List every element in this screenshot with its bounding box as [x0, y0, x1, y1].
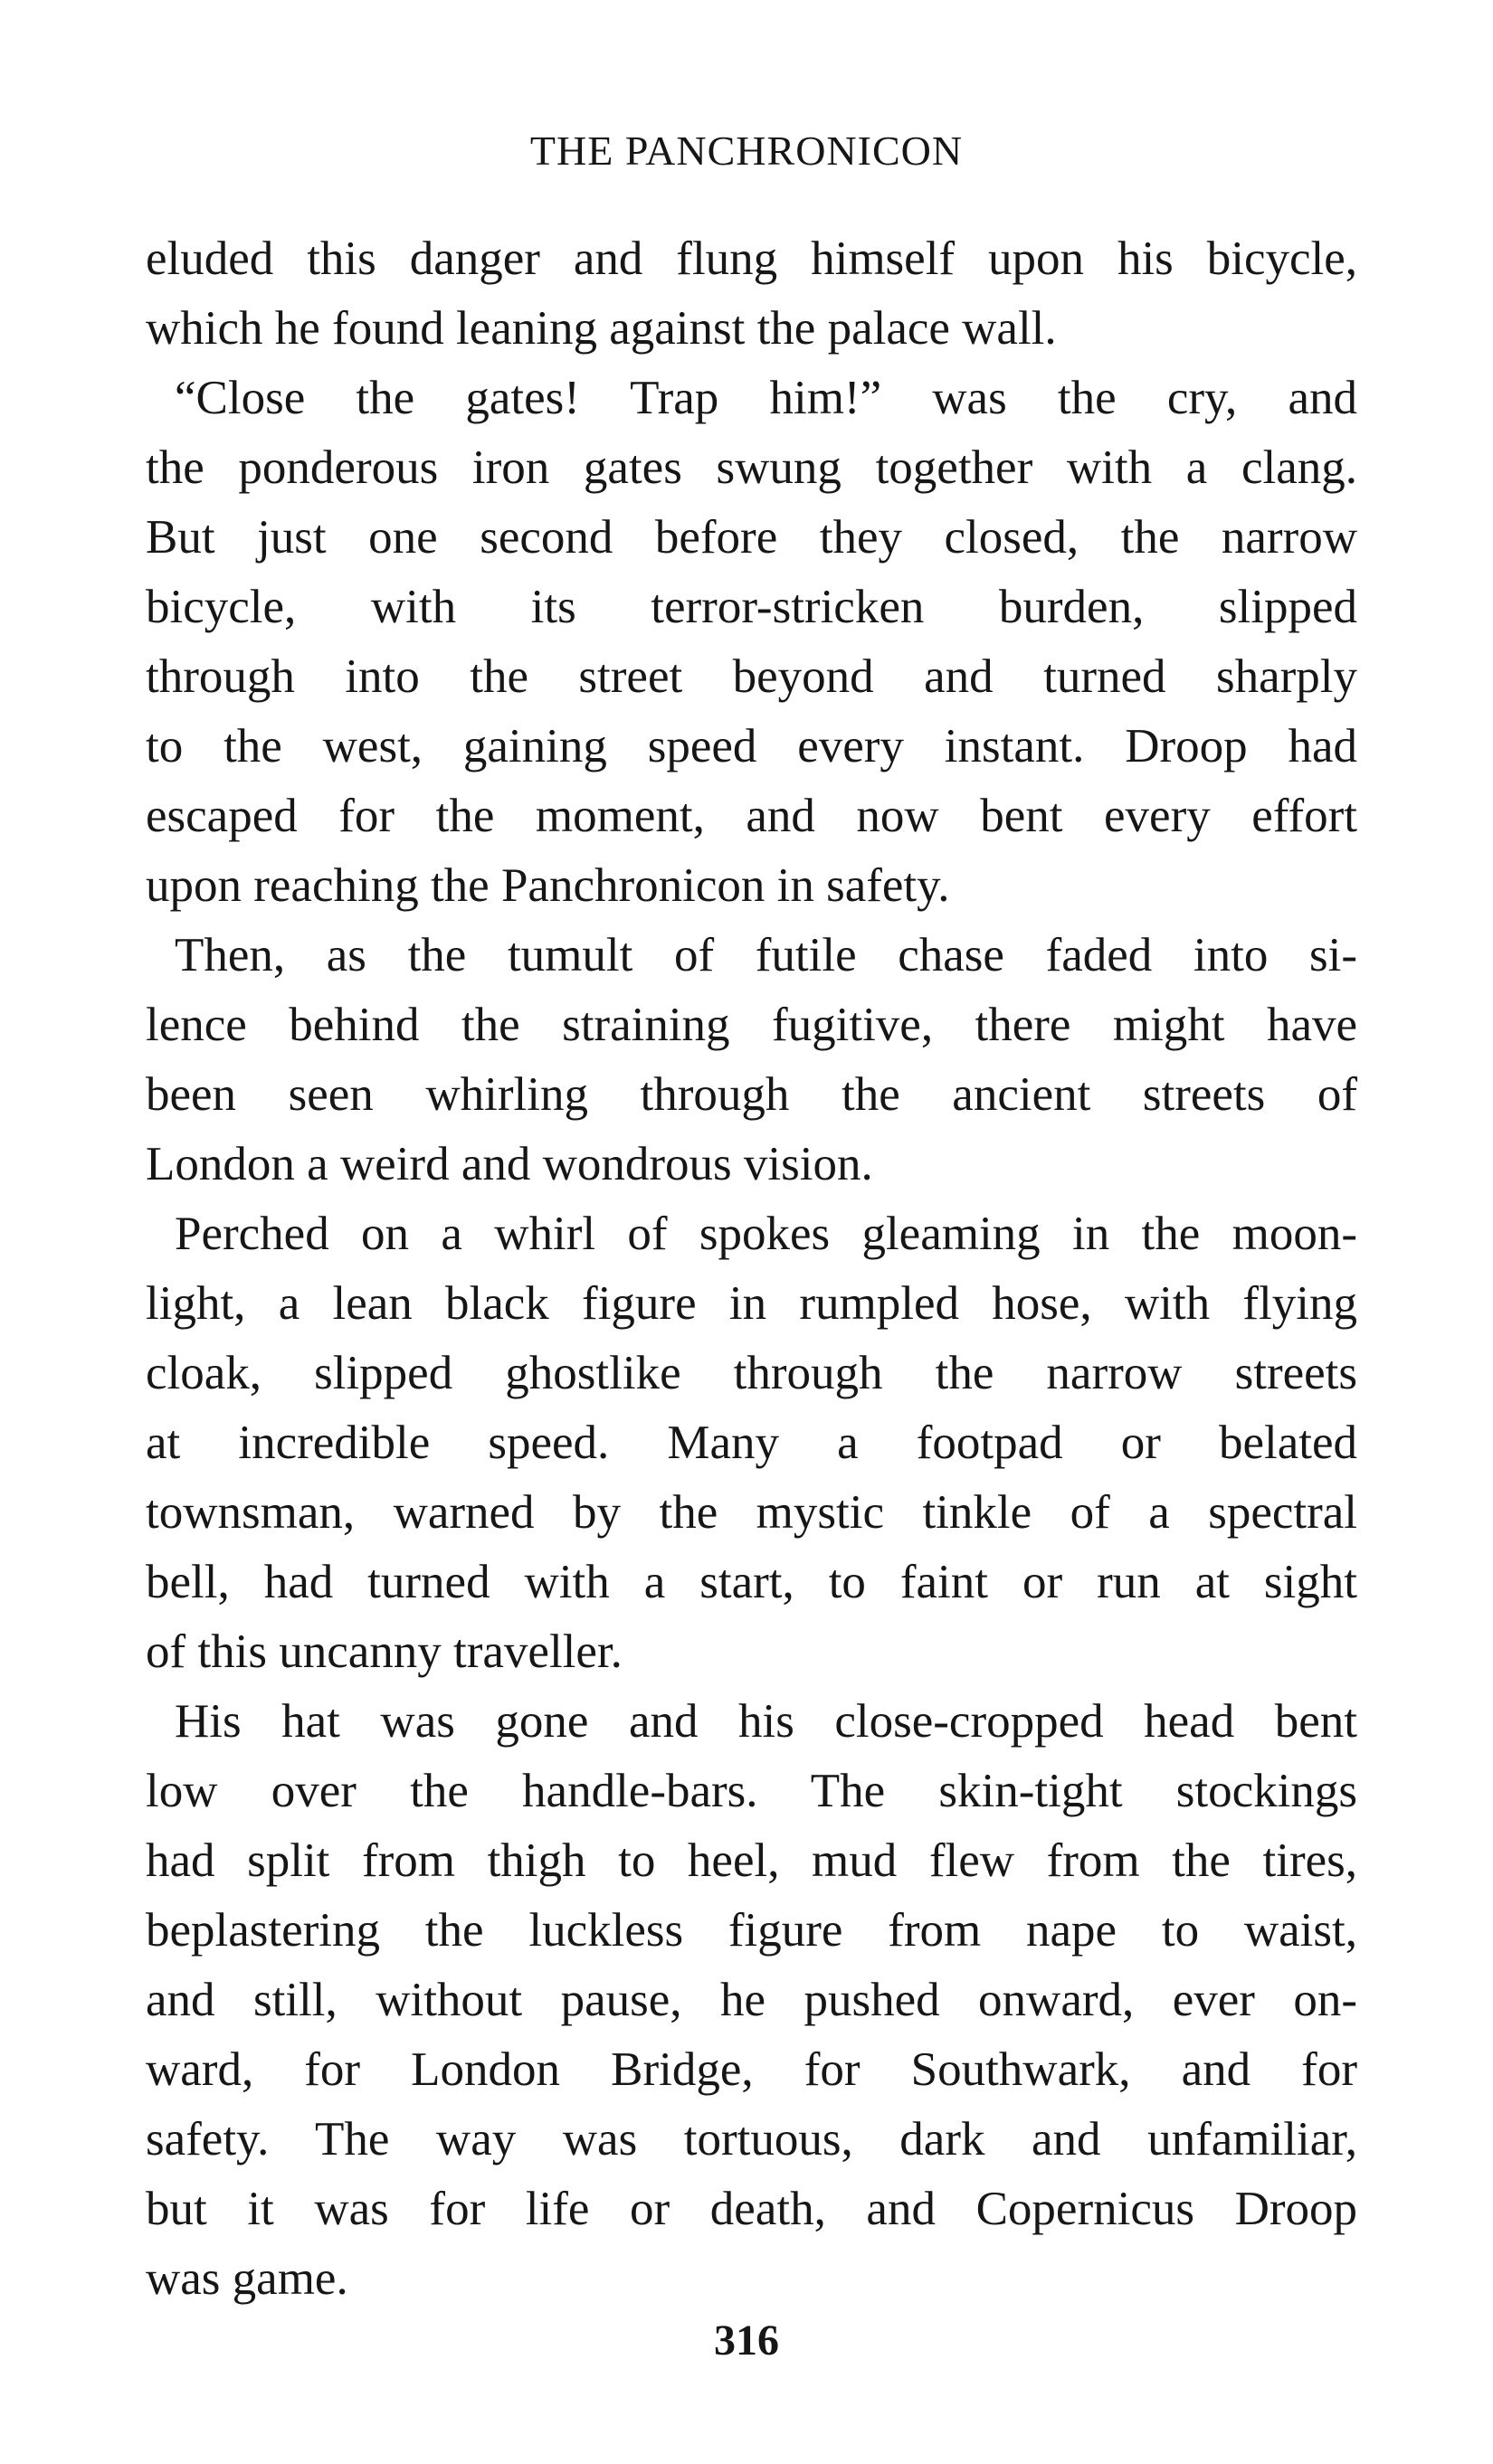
page-number: 316	[714, 2317, 779, 2364]
text-line: Then, as the tumult of futile chase faded into si-	[175, 929, 1357, 981]
paragraph	[146, 224, 1357, 364]
text-line: bicycle, with its terror-stricken burden, slipped	[146, 581, 1357, 633]
body-text	[146, 224, 1357, 2314]
text-line: But just one second before they closed, the narrow	[146, 511, 1357, 564]
text-line: of this uncanny traveller.	[146, 1625, 623, 1678]
text-line: eluded this danger and flung himself upon his bicycle,	[146, 232, 1357, 285]
text-line: cloak, slipped ghostlike through the narrow streets	[146, 1347, 1357, 1399]
text-line: had split from thigh to heel, mud flew from the tires,	[146, 1834, 1357, 1887]
text-line: to the west, gaining speed every instant. Droop had	[146, 720, 1357, 772]
text-line: “Close the gates! Trap him!” was the cry, and	[175, 372, 1357, 424]
text-line: London a weird and wondrous vision.	[146, 1138, 873, 1190]
text-line: safety. The way was tortuous, dark and unfamiliar,	[146, 2113, 1357, 2165]
text-line: escaped for the moment, and now bent every effort	[146, 790, 1357, 842]
text-line: which he found leaning against the palace wall.	[146, 302, 1057, 355]
text-line: beplastering the luckless figure from nape to waist,	[146, 1904, 1357, 1957]
text-line: low over the handle-bars. The skin-tight stockings	[146, 1765, 1357, 1817]
paragraph	[146, 364, 1357, 921]
text-line: Perched on a whirl of spokes gleaming in the moon-	[175, 1208, 1357, 1260]
paragraph	[146, 1199, 1357, 1687]
text-line: but it was for life or death, and Copernicus Droop	[146, 2183, 1357, 2235]
text-line: His hat was gone and his close-cropped head bent	[175, 1695, 1357, 1748]
text-line: upon reaching the Panchronicon in safety.	[146, 859, 950, 912]
text-line: bell, had turned with a start, to faint or run at sight	[146, 1556, 1357, 1608]
text-line: been seen whirling through the ancient streets of	[146, 1068, 1357, 1121]
paragraph	[146, 1687, 1357, 2314]
text-line: lence behind the straining fugitive, there might have	[146, 999, 1357, 1051]
text-line: through into the street beyond and turned sharply	[146, 650, 1357, 703]
text-line: at incredible speed. Many a footpad or belated	[146, 1417, 1357, 1469]
text-line: and still, without pause, he pushed onward, ever on-	[146, 1974, 1357, 2026]
text-line: was game.	[146, 2252, 348, 2305]
running-head: THE PANCHRONICON	[529, 128, 964, 174]
paragraph	[146, 921, 1357, 1199]
text-line: the ponderous iron gates swung together with a clang.	[146, 441, 1357, 494]
text-line: townsman, warned by the mystic tinkle of a spectral	[146, 1486, 1357, 1539]
text-line: light, a lean black figure in rumpled hose, with flying	[146, 1277, 1357, 1330]
text-line: ward, for London Bridge, for Southwark, and for	[146, 2043, 1357, 2096]
